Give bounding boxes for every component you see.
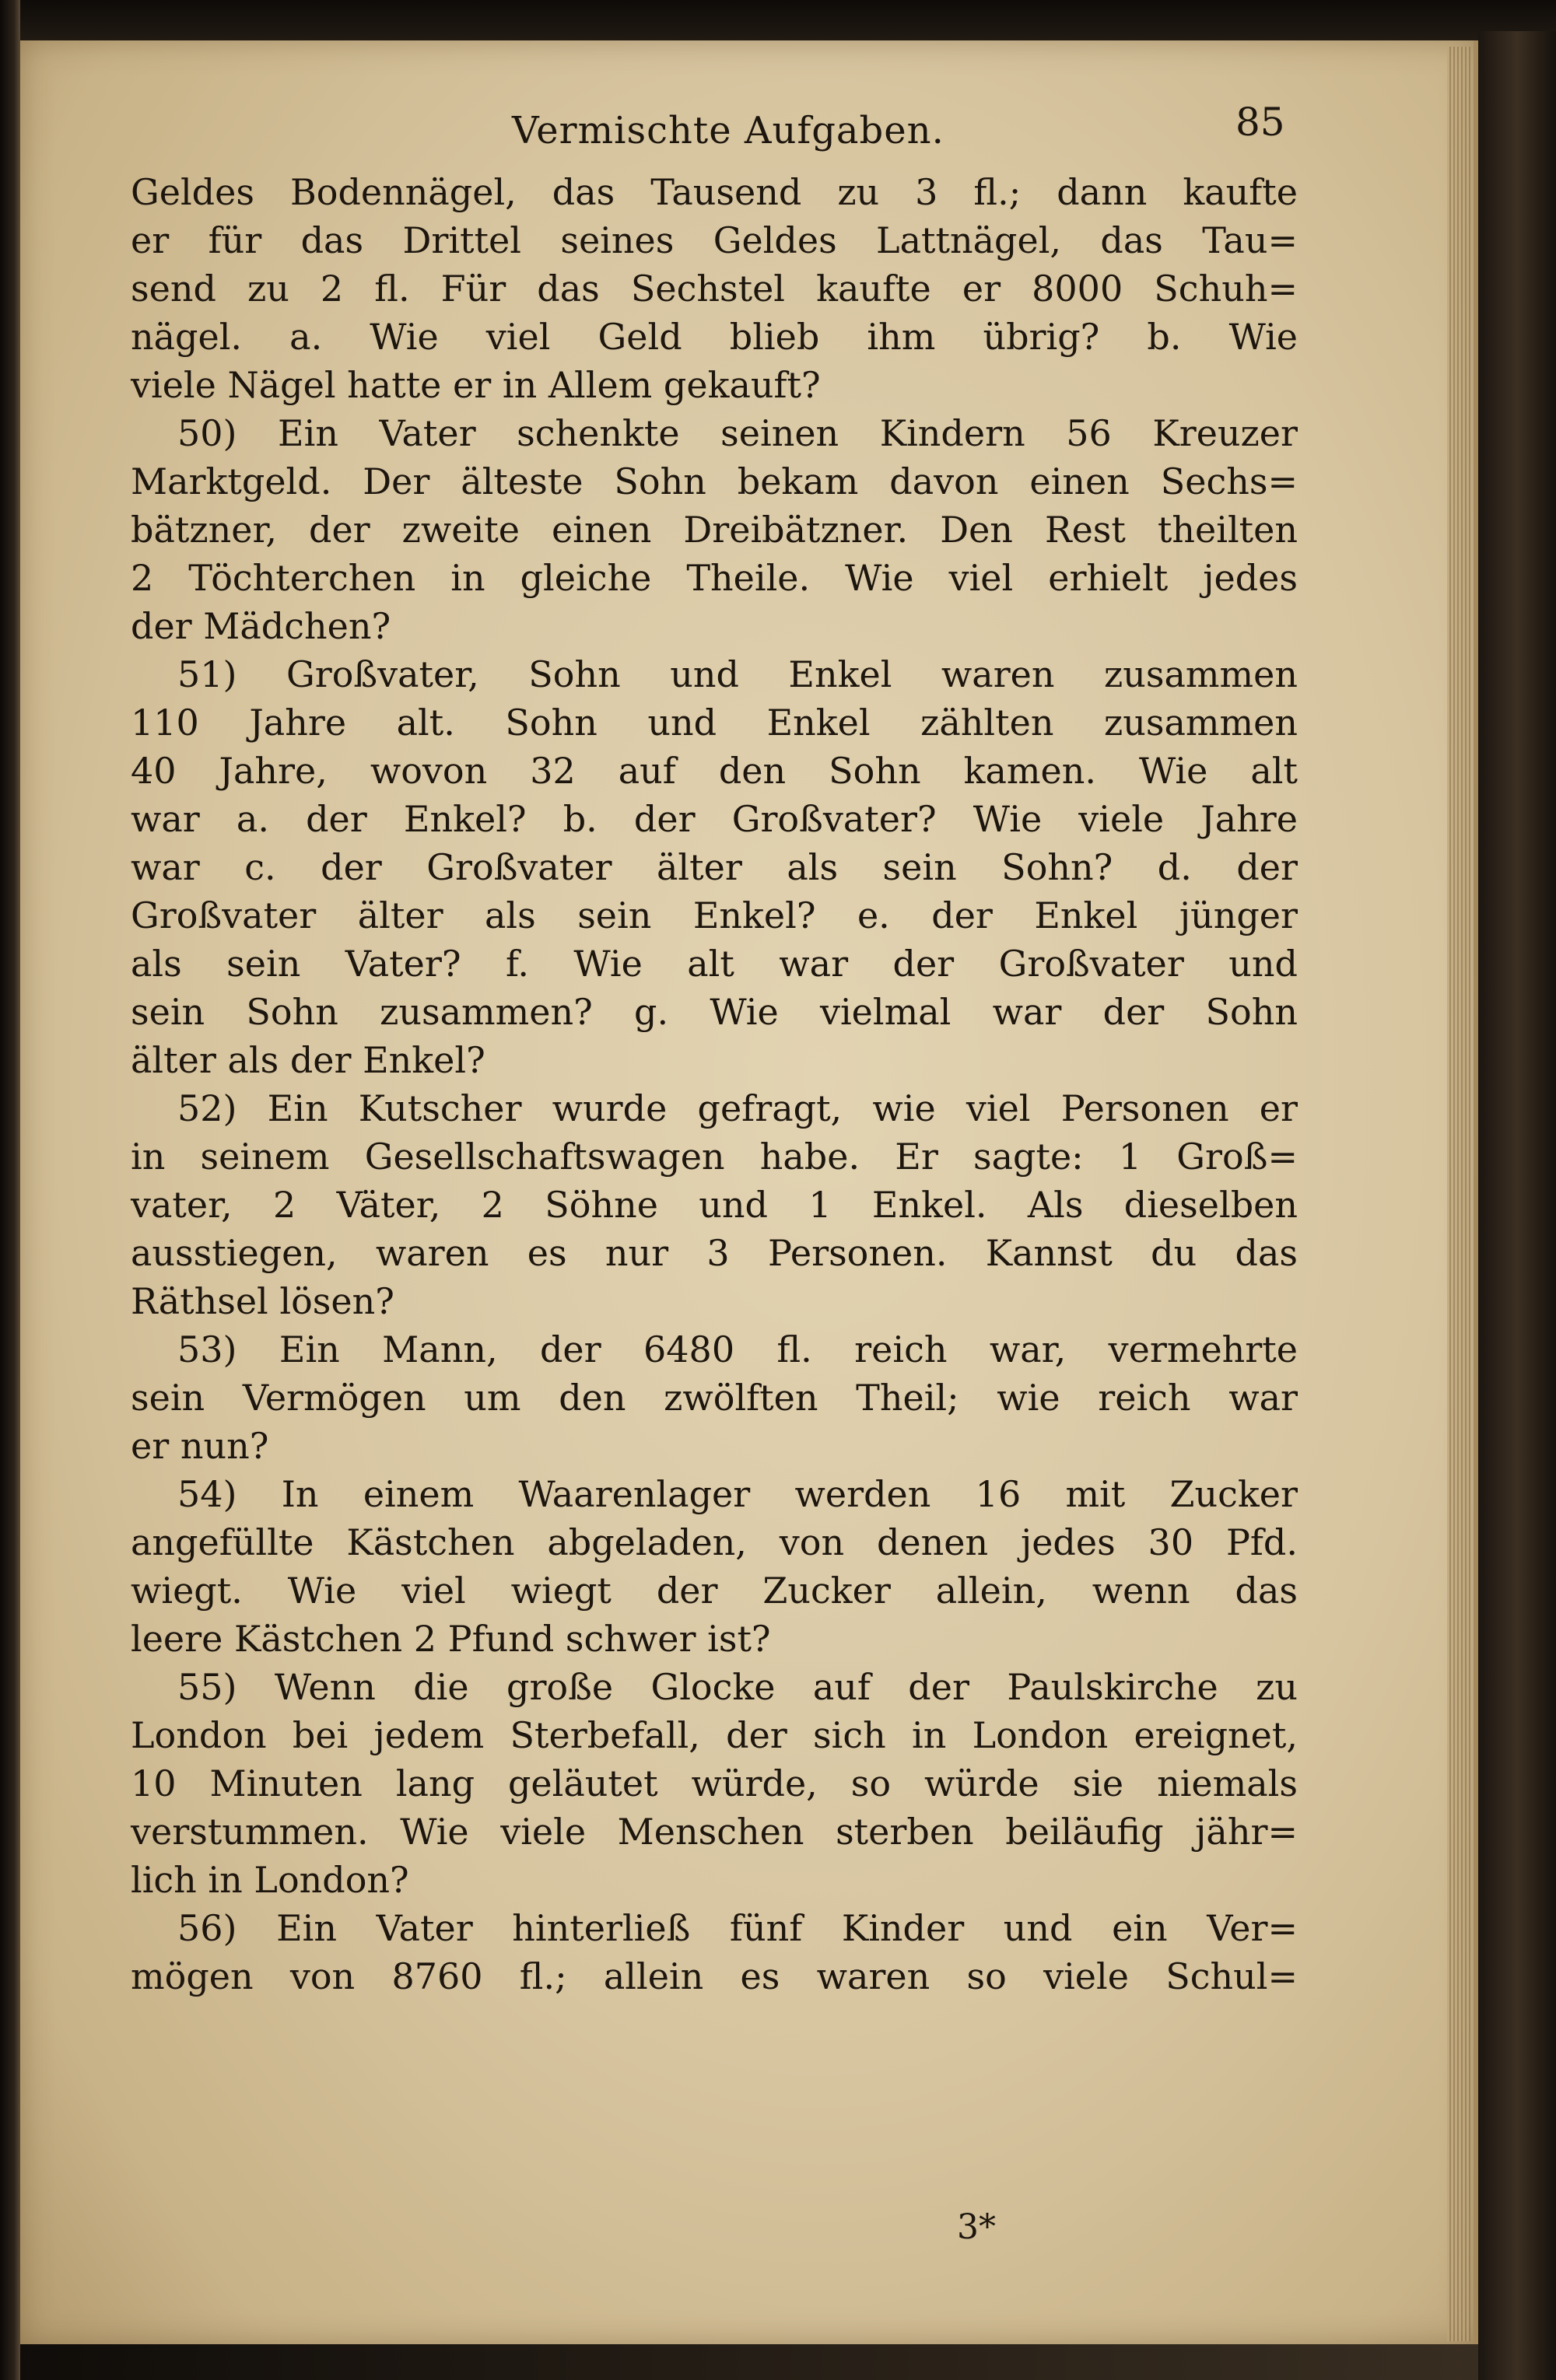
exercise-53-start: 53) Ein Mann, der 6480 fl. reich war, vermehrte	[177, 1328, 1298, 1370]
text-line: 40 Jahre, wovon 32 auf den Sohn kamen. Wie alt	[131, 750, 1298, 792]
text-line: der Mädchen?	[131, 605, 391, 647]
text-line: war a. der Enkel? b. der Großvater? Wie viele Jahre	[131, 798, 1298, 840]
text-line: Räthsel lösen?	[131, 1280, 394, 1322]
text-line: Geldes Bodennägel, das Tausend zu 3 fl.; dann kaufte	[131, 171, 1298, 213]
text-line: verstummen. Wie viele Menschen sterben beiläufig jähr=	[131, 1811, 1298, 1853]
exercise-55-start: 55) Wenn die große Glocke auf der Paulskirche zu	[177, 1666, 1298, 1708]
text-line: vater, 2 Väter, 2 Söhne und 1 Enkel. Als dieselben	[131, 1184, 1298, 1226]
text-line: nägel. a. Wie viel Geld blieb ihm übrig? b. Wie	[131, 316, 1298, 358]
exercise-56-start: 56) Ein Vater hinterließ fünf Kinder und ein Ver=	[177, 1907, 1298, 1949]
text-line: er nun?	[131, 1425, 269, 1467]
page-text-area	[131, 93, 1298, 2000]
text-line: bätzner, der zweite einen Dreibätzner. Den Rest theilten	[131, 509, 1298, 551]
text-line: mögen von 8760 fl.; allein es waren so viele Schul=	[131, 1955, 1298, 1997]
exercise-54-start: 54) In einem Waarenlager werden 16 mit Zucker	[177, 1473, 1298, 1515]
text-line: London bei jedem Sterbefall, der sich in London ereignet,	[131, 1714, 1298, 1756]
text-line: send zu 2 fl. Für das Sechstel kaufte er 8000 Schuh=	[131, 268, 1298, 310]
text-line: Großvater älter als sein Enkel? e. der Enkel jünger	[131, 894, 1298, 936]
text-line: viele Nägel hatte er in Allem gekauft?	[131, 364, 821, 406]
text-line: ausstiegen, waren es nur 3 Personen. Kannst du das	[131, 1232, 1298, 1274]
exercise-50-start: 50) Ein Vater schenkte seinen Kindern 56 Kreuzer	[177, 412, 1298, 454]
text-line: sein Sohn zusammen? g. Wie vielmal war der Sohn	[131, 991, 1298, 1033]
text-line: leere Kästchen 2 Pfund schwer ist?	[131, 1618, 771, 1660]
text-line: 2 Töchterchen in gleiche Theile. Wie viel erhielt jedes	[131, 557, 1298, 599]
text-line: angefüllte Kästchen abgeladen, von denen jedes 30 Pfd.	[131, 1521, 1298, 1563]
page-stack-edge	[1447, 47, 1470, 2341]
text-line: in seinem Gesellschaftswagen habe. Er sagte: 1 Groß=	[131, 1136, 1298, 1178]
page-number: 85	[1235, 100, 1285, 145]
text-line: älter als der Enkel?	[131, 1039, 485, 1081]
text-line: 10 Minuten lang geläutet würde, so würde sie niemals	[131, 1762, 1298, 1804]
exercise-52-start: 52) Ein Kutscher wurde gefragt, wie viel Personen er	[177, 1087, 1298, 1129]
page-header	[131, 93, 1298, 168]
text-line: lich in London?	[131, 1859, 409, 1901]
running-head: Vermischte Aufgaben.	[512, 109, 944, 152]
signature-mark: 3*	[957, 2207, 996, 2247]
text-line: sein Vermögen um den zwölften Theil; wie reich war	[131, 1377, 1298, 1419]
book-cover-board	[1478, 31, 1556, 2380]
book-spine	[0, 0, 20, 2380]
text-line: Marktgeld. Der älteste Sohn bekam davon einen Sechs=	[131, 460, 1298, 502]
body-text	[131, 168, 1298, 2000]
text-line: 110 Jahre alt. Sohn und Enkel zählten zusammen	[131, 702, 1298, 744]
text-line: war c. der Großvater älter als sein Sohn? d. der	[131, 846, 1298, 888]
text-line: wiegt. Wie viel wiegt der Zucker allein, wenn das	[131, 1570, 1298, 1612]
text-line: er für das Drittel seines Geldes Lattnägel, das Tau=	[131, 219, 1298, 261]
exercise-51-start: 51) Großvater, Sohn und Enkel waren zusammen	[177, 653, 1298, 695]
text-line: als sein Vater? f. Wie alt war der Großvater und	[131, 943, 1298, 985]
